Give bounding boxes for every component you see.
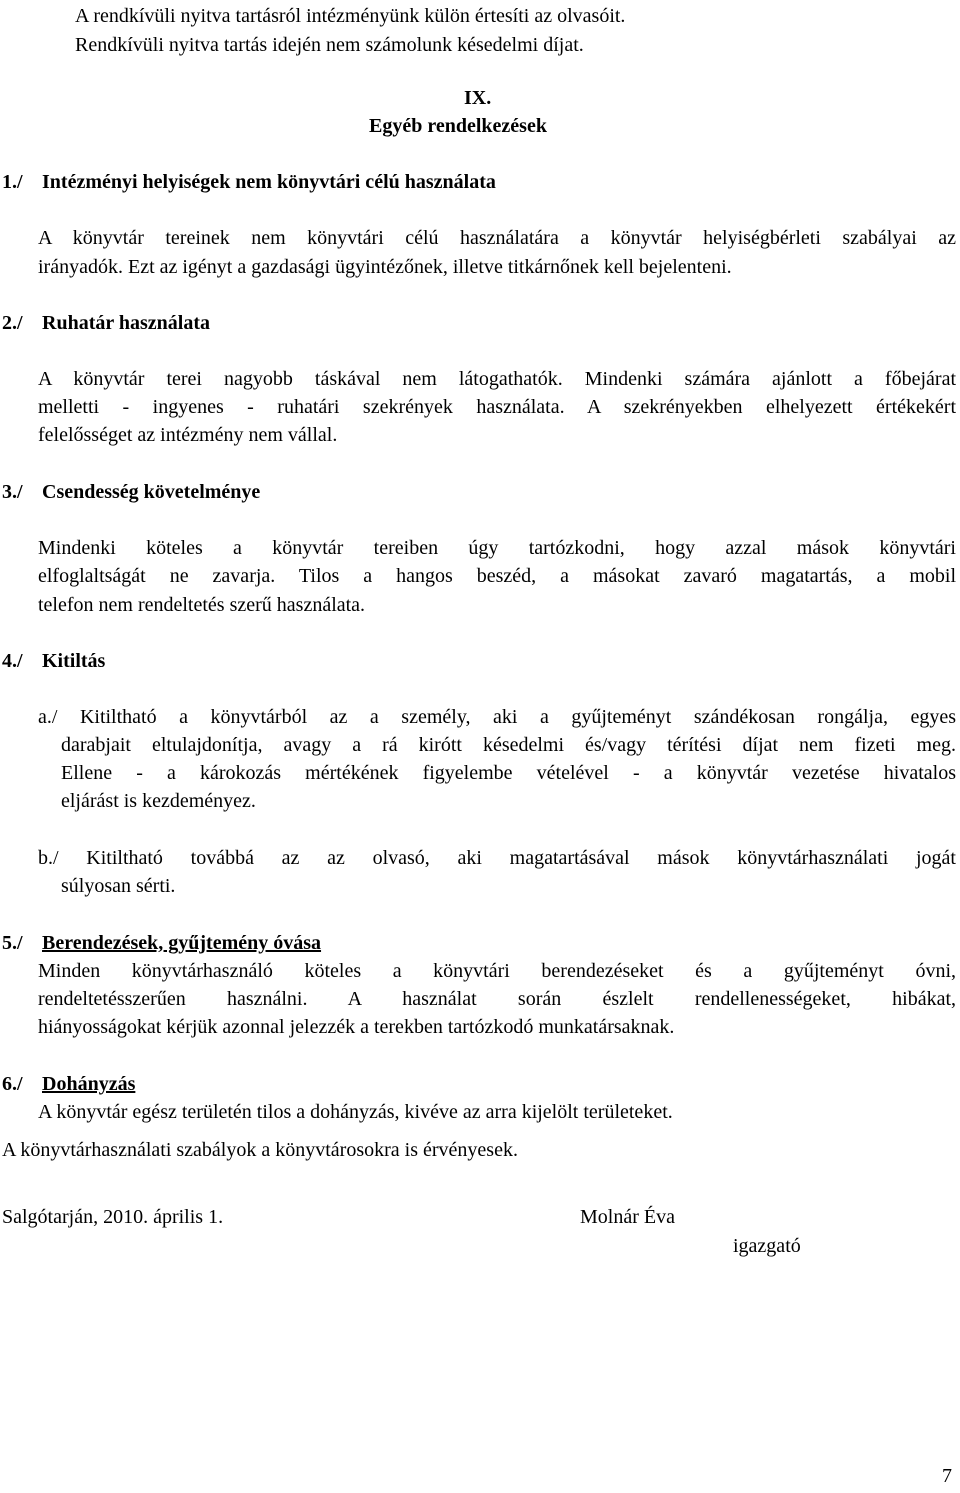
- signatory-name: Molnár Éva: [580, 1206, 675, 1228]
- signatory-role: igazgató: [733, 1235, 801, 1257]
- section-number: 5./: [2, 932, 23, 954]
- list-item-line: darabjait eltulajdonítja, avagy a rá kirótt késedelmi és/vagy térítési díjat nem fizeti meg.: [61, 734, 956, 756]
- paragraph-line: A könyvtár tereinek nem könyvtári célú használatára a könyvtár helyiségbérleti szabályai az: [38, 227, 956, 249]
- list-item-line: b./ Kitiltható továbbá az az olvasó, aki magatartásával mások könyvtárhasználati jogát: [38, 847, 956, 869]
- section-title: Dohányzás: [42, 1073, 136, 1095]
- paragraph-line: irányadók. Ezt az igényt a gazdasági ügyintézőnek, illetve titkárnőnek kell bejelenteni.: [38, 256, 732, 278]
- paragraph-line: melletti - ingyenes - ruhatári szekrények használata. A szekrényekben elhelyezett értékekért: [38, 396, 956, 418]
- intro-line-1: A rendkívüli nyitva tartásról intézményünk külön értesíti az olvasóit.: [75, 5, 626, 27]
- section-number: 2./: [2, 312, 23, 334]
- section-title: Ruhatár használata: [42, 312, 210, 334]
- list-item-line: a./ Kitiltható a könyvtárból az a személy, aki a gyűjteményt szándékosan rongálja, egyes: [38, 706, 956, 728]
- section-title: Csendesség követelménye: [42, 481, 261, 503]
- paragraph-line: Minden könyvtárhasználó köteles a könyvtári berendezéseket és a gyűjteményt óvni,: [38, 960, 956, 982]
- list-item-line: eljárást is kezdeményez.: [61, 790, 256, 812]
- list-item-line: súlyosan sérti.: [61, 875, 176, 897]
- closing-statement: A könyvtárhasználati szabályok a könyvtárosokra is érvényesek.: [2, 1139, 518, 1161]
- section-3-heading: [2, 478, 260, 507]
- section-number: 4./: [2, 650, 23, 672]
- paragraph-line: hiányosságokat kérjük azonnal jelezzék a terekben tartózkodó munkatársaknak.: [38, 1016, 675, 1038]
- list-item-line: Ellene - a károkozás mértékének figyelembe vételével - a könyvtár vezetése hivatalos: [61, 762, 956, 784]
- paragraph-line: felelősséget az intézmény nem vállal.: [38, 424, 338, 446]
- paragraph-line: rendeltetésszerűen használni. A használat során észlelt rendellenességeket, hibákat,: [38, 988, 956, 1010]
- place-date: Salgótarján, 2010. április 1.: [2, 1206, 224, 1228]
- section-2-heading: [2, 309, 210, 338]
- section-6-heading: [2, 1070, 135, 1099]
- paragraph-line: A könyvtár terei nagyobb táskával nem látogathatók. Mindenki számára ajánlott a főbejárat: [38, 368, 956, 390]
- paragraph-line: Mindenki köteles a könyvtár tereiben úgy tartózkodni, hogy azzal mások könyvtári: [38, 537, 956, 559]
- section-1-heading: [2, 168, 496, 197]
- intro-line-2: Rendkívüli nyitva tartás idején nem számolunk késedelmi díjat.: [75, 34, 584, 56]
- section-title: Intézményi helyiségek nem könyvtári célú használata: [42, 171, 496, 193]
- section-4-heading: [2, 647, 105, 676]
- section-number: 6./: [2, 1073, 23, 1095]
- section-title: Berendezések, gyűjtemény óvása: [42, 932, 322, 954]
- section-number: 1./: [2, 171, 23, 193]
- chapter-title: Egyéb rendelkezések: [369, 115, 547, 137]
- section-5-heading: [2, 929, 321, 958]
- page-number: 7: [942, 1465, 952, 1487]
- paragraph-line: A könyvtár egész területén tilos a dohányzás, kivéve az arra kijelölt területeket.: [38, 1101, 673, 1123]
- section-number: 3./: [2, 481, 23, 503]
- section-title: Kitiltás: [42, 650, 106, 672]
- paragraph-line: elfoglaltságát ne zavarja. Tilos a hangos beszéd, a másokat zavaró magatartás, a mobil: [38, 565, 956, 587]
- paragraph-line: telefon nem rendeltetés szerű használata.: [38, 594, 366, 616]
- chapter-number: IX.: [464, 87, 492, 109]
